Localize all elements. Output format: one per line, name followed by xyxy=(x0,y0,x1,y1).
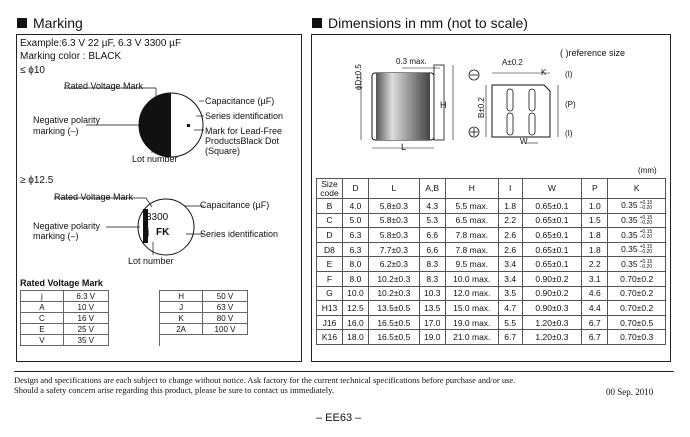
rv-voltage-cell: 35 V xyxy=(63,335,108,346)
k-value: 0.35 xyxy=(621,244,638,255)
dim-cell-i: 1.8 xyxy=(498,199,522,214)
k-tol-plus: +0.15 xyxy=(639,258,653,265)
dim-cell-h: 6.5 max. xyxy=(445,213,498,228)
k-tol-plus: +0.15 xyxy=(639,229,653,236)
rv-mark-cell: C xyxy=(21,313,64,324)
dim-h: H xyxy=(440,100,447,110)
dim-cell-ab: 6.6 xyxy=(419,242,445,257)
dim-cell-h: 5.5 max. xyxy=(445,199,498,214)
dimensions-title: Dimensions in mm (not to scale) xyxy=(328,15,528,31)
dim-cell-d: 8.0 xyxy=(342,271,368,286)
k-value: 0.35 xyxy=(621,200,638,211)
rv-mark-cell: A xyxy=(21,302,64,313)
dim-cell-p: 1.8 xyxy=(582,228,608,243)
k-value: 0.35 xyxy=(621,258,638,269)
k-tol-minus: –0.20 xyxy=(639,248,653,255)
footer-rule xyxy=(14,371,674,372)
dim-header-cell: K xyxy=(608,179,666,199)
rated-voltage-mark-label: Rated Voltage Mark xyxy=(54,192,134,202)
dim-cell-w: 0.65±0.1 xyxy=(522,242,582,257)
dim-cell-p: 3.1 xyxy=(582,271,608,286)
dim-header-cell: D xyxy=(342,179,368,199)
dim-cell-code: K16 xyxy=(317,330,343,345)
lead-free-label-3: (Square) xyxy=(205,146,241,156)
dim-cell-code: H13 xyxy=(317,301,343,316)
cap-value-small: 22 xyxy=(152,101,164,112)
rv-table-title: Rated Voltage Mark xyxy=(20,278,103,288)
dim-cell-p: 2.2 xyxy=(582,257,608,272)
rv-table-row xyxy=(21,324,248,335)
marking-example: Example:6.3 V 22 µF, 6.3 V 3300 µF xyxy=(20,38,182,49)
dim-cell-i: 4.7 xyxy=(498,301,522,316)
dim-header-cell: I xyxy=(498,179,522,199)
rv-voltage-cell: 16 V xyxy=(63,313,108,324)
rv-voltage-cell: 10 V xyxy=(63,302,108,313)
rv-gap xyxy=(108,324,160,335)
ref-size-note: ( )reference size xyxy=(560,48,626,58)
dim-cell-w: 0.90±0.3 xyxy=(522,301,582,316)
rv-gap xyxy=(108,302,160,313)
square-bullet-icon xyxy=(17,18,27,28)
neg-polarity-label-2: marking (–) xyxy=(33,126,79,136)
dim-cell-i: 2.6 xyxy=(498,242,522,257)
dim-w: W xyxy=(520,137,528,146)
dim-cell-code: D8 xyxy=(317,242,343,257)
dim-cell-d: 18.0 xyxy=(342,330,368,345)
dim-table-row xyxy=(317,286,666,301)
marking-title: Marking xyxy=(33,15,83,31)
dim-cell-l: 6.2±0.3 xyxy=(368,257,419,272)
dim-cell-h: 7.8 max. xyxy=(445,228,498,243)
dim-cell-l: 13.5±0.5 xyxy=(368,301,419,316)
dim-cell-i: 6.7 xyxy=(498,330,522,345)
cap-value-large: 3300 xyxy=(146,212,169,223)
rv-mark-cell: H xyxy=(160,291,203,302)
dim-cell-code: E xyxy=(317,257,343,272)
dim-cell-d: 6.3 xyxy=(342,242,368,257)
neg-polarity-label-2: marking (–) xyxy=(33,231,79,241)
k-tol-minus: –0.20 xyxy=(639,263,653,270)
rv-voltage-cell: 80 V xyxy=(203,313,248,324)
rv-voltage-cell: 6.3 V xyxy=(63,291,108,302)
k-tol-plus: +0.15 xyxy=(639,200,653,207)
dim-cell-ab: 8.3 xyxy=(419,257,445,272)
dim-cell-i: 3.5 xyxy=(498,286,522,301)
dim-cell-p: 4.4 xyxy=(582,301,608,316)
dim-cell-d: 12.5 xyxy=(342,301,368,316)
capacitance-label: Capacitance (µF) xyxy=(205,96,275,106)
rv-gap xyxy=(108,291,160,302)
dim-cell-l: 5.8±0.3 xyxy=(368,199,419,214)
dim-cell-code: J16 xyxy=(317,315,343,330)
dim-cell-k xyxy=(608,228,666,243)
dim-table-row xyxy=(317,257,666,272)
k-tol-minus: –0.20 xyxy=(639,219,653,226)
dim-table-row xyxy=(317,228,666,243)
dim-header-cell: H xyxy=(445,179,498,199)
neg-polarity-label: Negative polarity xyxy=(33,115,101,125)
dim-cell-w: 0.65±0.1 xyxy=(522,213,582,228)
k-tol-plus: +0.15 xyxy=(639,243,653,250)
dimensions-table xyxy=(316,178,666,345)
dim-cell-d: 6.3 xyxy=(342,228,368,243)
dim-cell-ab: 5.3 xyxy=(419,213,445,228)
series-id-label: Series identification xyxy=(205,111,284,121)
rv-mark-cell: V xyxy=(21,335,64,346)
dim-cell-h: 19.0 max. xyxy=(445,315,498,330)
dim-cell-h: 15.0 max. xyxy=(445,301,498,316)
k-tolerance xyxy=(640,245,653,255)
dim-cell-ab: 13.5 xyxy=(419,301,445,316)
dim-cell-l: 5.8±0.3 xyxy=(368,213,419,228)
size-small-label: ≤ ϕ10 xyxy=(20,65,45,76)
dim-cell-w: 0.90±0.2 xyxy=(522,271,582,286)
k-tol-minus: –0.20 xyxy=(639,234,653,241)
voltage-code-small: j xyxy=(148,126,151,137)
dim-cell-ab: 19.0 xyxy=(419,330,445,345)
k-value: 0.35 xyxy=(621,215,638,226)
dim-cell-w: 1.20±0.3 xyxy=(522,315,582,330)
dim-cell-l: 16.5±0.5 xyxy=(368,315,419,330)
dimensions-section-title xyxy=(312,15,528,31)
dim-cell-l: 10.2±0.3 xyxy=(368,286,419,301)
lead-free-dot xyxy=(187,124,190,127)
dim-i2: (I) xyxy=(565,129,573,138)
rv-voltage-cell xyxy=(203,335,248,346)
page-number: – EE63 – xyxy=(316,412,362,424)
dim-p: (P) xyxy=(565,100,576,109)
dim-cell-k: 0.70±0.2 xyxy=(608,271,666,286)
dim-03max: 0.3 max. xyxy=(396,57,427,66)
dim-cell-i: 5.5 xyxy=(498,315,522,330)
dim-header-cell: L xyxy=(368,179,419,199)
marking-section-title xyxy=(17,15,83,31)
dim-cell-w: 0.65±0.1 xyxy=(522,228,582,243)
dim-cell-k: 0.70±0.3 xyxy=(608,330,666,345)
dim-cell-h: 10.0 max. xyxy=(445,271,498,286)
dim-cell-w: 0.65±0.1 xyxy=(522,199,582,214)
footer-line2: Should a safety concern arise regarding this product, please be sure to contact us immediately. xyxy=(14,385,334,395)
dim-cell-d: 8.0 xyxy=(342,257,368,272)
rv-mark-cell: 2A xyxy=(160,324,203,335)
dim-cell-ab: 8.3 xyxy=(419,271,445,286)
rv-table-row xyxy=(21,302,248,313)
dim-header-cell: A,B xyxy=(419,179,445,199)
rv-gap xyxy=(108,313,160,324)
dim-cell-d: 10.0 xyxy=(342,286,368,301)
dim-i1: (I) xyxy=(565,70,573,79)
dim-cell-k xyxy=(608,199,666,214)
dim-cell-p: 6.7 xyxy=(582,330,608,345)
rv-table-row xyxy=(21,313,248,324)
rv-mark-cell: E xyxy=(21,324,64,335)
rv-table-row xyxy=(21,291,248,302)
square-bullet-icon xyxy=(312,18,322,28)
dim-cell-w: 0.90±0.2 xyxy=(522,286,582,301)
rv-voltage-cell: 50 V xyxy=(203,291,248,302)
dim-cell-p: 1.8 xyxy=(582,242,608,257)
dim-cell-d: 4.0 xyxy=(342,199,368,214)
dim-table-row xyxy=(317,330,666,345)
dim-table-row xyxy=(317,315,666,330)
series-id-label: Series identification xyxy=(200,229,279,239)
lead-free-label: Mark for Lead-Free xyxy=(205,126,283,136)
footer-date: 00 Sep. 2010 xyxy=(606,387,654,397)
dim-cell-k: 0.70±0.5 xyxy=(608,315,666,330)
dim-l: L xyxy=(401,142,407,152)
dim-table-row xyxy=(317,301,666,316)
rv-mark-cell: K xyxy=(160,313,203,324)
lot-number-label: Lot number xyxy=(132,154,178,164)
dim-cell-i: 3.4 xyxy=(498,257,522,272)
k-tol-plus: +0.15 xyxy=(639,214,653,221)
dim-header-cell: Size code xyxy=(317,179,343,199)
dim-cell-l: 16.5±0.5 xyxy=(368,330,419,345)
dim-cell-d: 16.0 xyxy=(342,315,368,330)
rv-mark-cell: J xyxy=(160,302,203,313)
rv-table-row xyxy=(21,335,248,346)
rv-mark-cell xyxy=(160,335,203,346)
dim-cell-ab: 10.3 xyxy=(419,286,445,301)
dim-cell-ab: 4.3 xyxy=(419,199,445,214)
dim-cell-k xyxy=(608,257,666,272)
dim-cell-i: 3.4 xyxy=(498,271,522,286)
k-tolerance xyxy=(640,230,653,240)
dim-cell-h: 7.8 max. xyxy=(445,242,498,257)
dim-table-row xyxy=(317,199,666,214)
dim-cell-code: G xyxy=(317,286,343,301)
dim-cell-i: 2.6 xyxy=(498,228,522,243)
dim-cell-code: F xyxy=(317,271,343,286)
dim-cell-ab: 6.6 xyxy=(419,228,445,243)
dim-cell-h: 12.0 max. xyxy=(445,286,498,301)
neg-polarity-label: Negative polarity xyxy=(33,221,101,231)
dim-cell-code: C xyxy=(317,213,343,228)
series-code-small: FK xyxy=(157,126,171,137)
dim-cell-p: 6.7 xyxy=(582,315,608,330)
dim-cell-w: 0.65±0.1 xyxy=(522,257,582,272)
k-value: 0.35 xyxy=(621,229,638,240)
k-tolerance xyxy=(640,216,653,226)
dim-cell-k xyxy=(608,242,666,257)
dim-cell-p: 1.0 xyxy=(582,199,608,214)
rv-voltage-cell: 25 V xyxy=(63,324,108,335)
dim-header-cell: W xyxy=(522,179,582,199)
k-tolerance xyxy=(640,260,653,270)
k-tol-minus: –0.20 xyxy=(639,205,653,212)
voltage-code-large: j xyxy=(147,227,150,238)
dim-cell-l: 10.2±0.3 xyxy=(368,271,419,286)
dim-a: A±0.2 xyxy=(502,58,523,67)
dim-phi-d: ϕD±0.5 xyxy=(354,64,363,90)
rv-gap xyxy=(108,335,160,346)
lot-number-label: Lot number xyxy=(128,256,174,266)
dim-cell-k: 0.70±0.2 xyxy=(608,286,666,301)
dim-cell-w: 1.20±0.3 xyxy=(522,330,582,345)
dim-k: K xyxy=(541,68,547,77)
rated-voltage-table xyxy=(20,290,248,346)
dim-cell-k: 0.70±0.2 xyxy=(608,301,666,316)
dim-cell-l: 5.8±0.3 xyxy=(368,228,419,243)
rv-voltage-cell: 63 V xyxy=(203,302,248,313)
rated-voltage-mark-label: Rated Voltage Mark xyxy=(64,81,144,91)
rv-voltage-cell: 100 V xyxy=(203,324,248,335)
dim-cell-d: 5.0 xyxy=(342,213,368,228)
dim-cell-code: B xyxy=(317,199,343,214)
dim-cell-l: 7.7±0.3 xyxy=(368,242,419,257)
dim-cell-p: 4.6 xyxy=(582,286,608,301)
dim-b: B±0.2 xyxy=(477,97,486,118)
marking-color: Marking color : BLACK xyxy=(20,51,122,62)
dim-cell-h: 21.0 max. xyxy=(445,330,498,345)
footer-line1: Design and specifications are each subject to change without notice. Ask factory for the current technical specifications before purchase and/or use. xyxy=(14,375,516,385)
dim-table-row xyxy=(317,242,666,257)
dim-table-row xyxy=(317,213,666,228)
dim-cell-p: 1.5 xyxy=(582,213,608,228)
unit-label: (mm) xyxy=(638,166,657,175)
dim-cell-i: 2.2 xyxy=(498,213,522,228)
series-code-large: FK xyxy=(156,227,170,238)
dim-cell-code: D xyxy=(317,228,343,243)
k-tolerance xyxy=(640,201,653,211)
capacitance-label: Capacitance (µF) xyxy=(200,200,270,210)
dim-header-cell: P xyxy=(582,179,608,199)
dim-cell-ab: 17.0 xyxy=(419,315,445,330)
rv-mark-cell: j xyxy=(21,291,64,302)
lead-free-label-2: ProductsBlack Dot xyxy=(205,136,280,146)
size-large-label: ≥ ϕ12.5 xyxy=(20,175,54,186)
dim-cell-h: 9.5 max. xyxy=(445,257,498,272)
dim-table-row xyxy=(317,271,666,286)
dim-cell-k xyxy=(608,213,666,228)
